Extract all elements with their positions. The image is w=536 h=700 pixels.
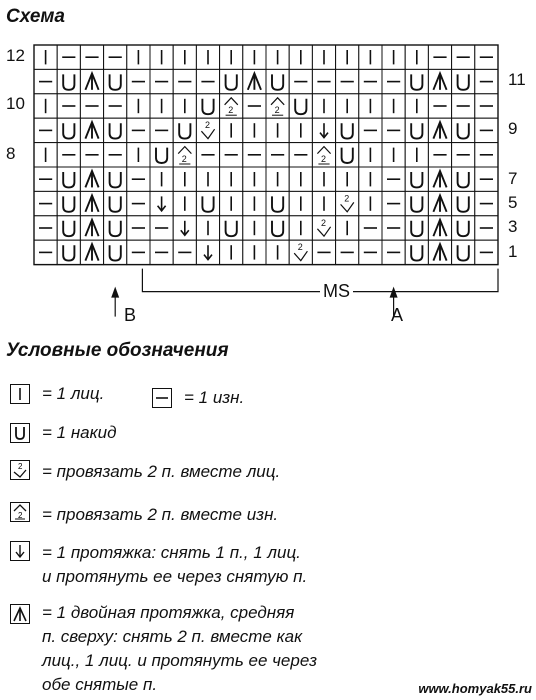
purl-cell xyxy=(80,45,103,69)
double-decrease-icon xyxy=(10,604,30,624)
purl-cell xyxy=(475,167,498,191)
knit-cell xyxy=(382,143,405,167)
knit-cell xyxy=(173,191,196,215)
knit-cell xyxy=(405,94,428,118)
yarn-over-cell xyxy=(405,167,428,191)
yarn-over-cell xyxy=(452,69,475,93)
svg-text:2: 2 xyxy=(321,217,327,228)
knit-cell xyxy=(359,45,382,69)
double-decrease-cell xyxy=(80,69,103,93)
double-decrease-cell xyxy=(80,118,103,142)
double-decrease-cell xyxy=(428,216,451,240)
skpo-arrow-icon xyxy=(10,541,30,561)
svg-text:2: 2 xyxy=(297,242,303,253)
knit-cell xyxy=(359,94,382,118)
yarn-over-cell xyxy=(405,118,428,142)
knit-cell xyxy=(127,45,150,69)
yarn-over-cell xyxy=(104,69,127,93)
purl-cell xyxy=(289,143,312,167)
legend-p2tog: = провязать 2 п. вместе изн. xyxy=(42,505,279,524)
purl-cell xyxy=(150,240,173,264)
knit-symbol-icon xyxy=(10,384,30,404)
purl-cell xyxy=(475,191,498,215)
yarn-over-cell xyxy=(196,191,219,215)
skpo-cell xyxy=(150,191,173,215)
yarn-over-cell xyxy=(196,94,219,118)
purl-cell xyxy=(150,69,173,93)
purl-cell xyxy=(57,94,80,118)
yarn-over-cell xyxy=(266,191,289,215)
row-number-1: 1 xyxy=(508,242,518,261)
purl-cell xyxy=(312,240,335,264)
yarn-over-cell xyxy=(289,94,312,118)
yarn-over-cell xyxy=(405,69,428,93)
knit-cell xyxy=(150,167,173,191)
knit-cell xyxy=(359,143,382,167)
legend-purl: = 1 изн. xyxy=(184,388,245,407)
knit-cell xyxy=(150,94,173,118)
yarn-over-cell xyxy=(266,216,289,240)
knit-cell xyxy=(289,191,312,215)
knit-cell xyxy=(289,45,312,69)
k2tog-icon xyxy=(10,460,30,480)
yarn-over-cell xyxy=(452,118,475,142)
yarn-over-cell xyxy=(452,240,475,264)
legend-knit: = 1 лиц. xyxy=(42,384,105,403)
purl-cell xyxy=(57,45,80,69)
knit-cell xyxy=(359,191,382,215)
double-decrease-cell xyxy=(80,167,103,191)
purl-cell xyxy=(475,216,498,240)
knit-cell xyxy=(243,191,266,215)
knit-cell xyxy=(336,94,359,118)
knit-cell xyxy=(127,143,150,167)
purl-cell xyxy=(220,143,243,167)
double-decrease-cell xyxy=(80,191,103,215)
marker-a-label: A xyxy=(391,305,404,325)
svg-text:2: 2 xyxy=(18,462,23,471)
knit-cell xyxy=(312,45,335,69)
knit-cell xyxy=(336,167,359,191)
purl-cell xyxy=(428,94,451,118)
yarn-over-cell xyxy=(405,191,428,215)
legend-skpo-line1: = 1 протяжка: снять 1 п., 1 лиц. xyxy=(42,543,301,562)
purl-cell xyxy=(127,167,150,191)
knit-cell xyxy=(289,216,312,240)
yarn-over-cell xyxy=(336,143,359,167)
double-decrease-cell xyxy=(80,216,103,240)
purl-cell xyxy=(173,240,196,264)
knit-cell xyxy=(336,216,359,240)
yarn-over-cell xyxy=(57,167,80,191)
purl-cell xyxy=(127,240,150,264)
purl-cell xyxy=(150,216,173,240)
svg-text:2: 2 xyxy=(205,120,211,131)
yarn-over-cell xyxy=(57,118,80,142)
purl-cell xyxy=(266,143,289,167)
purl-cell xyxy=(452,94,475,118)
knit-cell xyxy=(173,167,196,191)
svg-text:2: 2 xyxy=(18,511,23,520)
legend-k2tog: = провязать 2 п. вместе лиц. xyxy=(42,462,281,481)
knit-cell xyxy=(220,167,243,191)
purl-cell xyxy=(173,69,196,93)
knit-cell xyxy=(289,167,312,191)
purl-cell xyxy=(34,118,57,142)
knit-cell xyxy=(220,191,243,215)
knit-cell xyxy=(173,94,196,118)
knit-cell xyxy=(34,143,57,167)
yarn-over-cell xyxy=(57,69,80,93)
legend-double-line4: обе снятые п. xyxy=(42,675,158,694)
knit-cell xyxy=(127,94,150,118)
purl-cell xyxy=(475,143,498,167)
k2tog-cell xyxy=(289,240,312,264)
purl-cell xyxy=(127,216,150,240)
knit-cell xyxy=(382,94,405,118)
purl-cell xyxy=(359,69,382,93)
purl-cell xyxy=(57,143,80,167)
yarn-over-icon xyxy=(10,423,30,443)
row-number-11: 11 xyxy=(508,70,526,89)
marker-b-label: B xyxy=(124,305,137,325)
purl-cell xyxy=(359,216,382,240)
row-number-3: 3 xyxy=(508,217,518,236)
knit-cell xyxy=(196,167,219,191)
yarn-over-cell xyxy=(104,216,127,240)
legend-title: Условные обозначения xyxy=(6,340,229,361)
knit-cell xyxy=(382,45,405,69)
yarn-over-cell xyxy=(452,167,475,191)
purl-cell xyxy=(428,45,451,69)
yarn-over-cell xyxy=(104,240,127,264)
svg-text:2: 2 xyxy=(228,105,234,116)
purl-cell xyxy=(382,240,405,264)
knit-cell xyxy=(289,118,312,142)
purl-cell xyxy=(34,191,57,215)
purl-cell xyxy=(34,69,57,93)
double-decrease-cell xyxy=(428,191,451,215)
knit-cell xyxy=(34,45,57,69)
knit-cell xyxy=(312,94,335,118)
legend-double-line2: п. сверху: снять 2 п. вместе как xyxy=(42,627,303,646)
marker-b-arrow xyxy=(111,287,119,317)
knitting-chart xyxy=(0,0,536,330)
skpo-cell xyxy=(312,118,335,142)
yarn-over-cell xyxy=(405,216,428,240)
purl-cell xyxy=(475,240,498,264)
knit-cell xyxy=(359,167,382,191)
yarn-over-cell xyxy=(452,191,475,215)
purl-cell xyxy=(336,240,359,264)
double-decrease-cell xyxy=(428,167,451,191)
skpo-cell xyxy=(173,216,196,240)
footer-url: www.homyak55.ru xyxy=(418,681,532,696)
yarn-over-cell xyxy=(452,216,475,240)
yarn-over-cell xyxy=(57,191,80,215)
purl-cell xyxy=(127,118,150,142)
knit-cell xyxy=(266,240,289,264)
purl-cell xyxy=(243,94,266,118)
p2tog-cell xyxy=(312,143,335,167)
knit-cell xyxy=(243,216,266,240)
purl-cell xyxy=(150,118,173,142)
purl-cell xyxy=(452,143,475,167)
purl-cell xyxy=(475,69,498,93)
skpo-cell xyxy=(196,240,219,264)
purl-cell xyxy=(475,118,498,142)
row-number-10: 10 xyxy=(6,94,25,113)
yarn-over-cell xyxy=(405,240,428,264)
svg-text:2: 2 xyxy=(321,154,327,164)
double-decrease-cell xyxy=(428,118,451,142)
purl-cell xyxy=(196,143,219,167)
row-number-7: 7 xyxy=(508,169,518,188)
knit-cell xyxy=(243,167,266,191)
purl-cell xyxy=(80,143,103,167)
knit-cell xyxy=(34,94,57,118)
double-decrease-cell xyxy=(80,240,103,264)
row-number-9: 9 xyxy=(508,119,518,138)
purl-cell xyxy=(196,69,219,93)
knit-cell xyxy=(173,45,196,69)
purl-cell xyxy=(382,216,405,240)
knit-cell xyxy=(243,45,266,69)
p2tog-cell xyxy=(173,143,196,167)
purl-cell xyxy=(382,167,405,191)
purl-cell xyxy=(382,118,405,142)
marker-ms-label: MS xyxy=(320,281,353,302)
svg-text:2: 2 xyxy=(344,193,350,204)
purl-symbol-icon xyxy=(152,388,172,408)
purl-cell xyxy=(34,216,57,240)
purl-cell xyxy=(452,45,475,69)
knit-cell xyxy=(196,45,219,69)
purl-cell xyxy=(312,69,335,93)
double-decrease-cell xyxy=(428,240,451,264)
purl-cell xyxy=(382,191,405,215)
p2tog-icon xyxy=(10,502,30,522)
yarn-over-cell xyxy=(104,167,127,191)
yarn-over-cell xyxy=(57,216,80,240)
legend-skpo-line2: и протянуть ее через снятую п. xyxy=(42,567,308,586)
purl-cell xyxy=(475,45,498,69)
knit-cell xyxy=(336,45,359,69)
svg-text:2: 2 xyxy=(274,105,280,116)
purl-cell xyxy=(104,45,127,69)
purl-cell xyxy=(289,69,312,93)
purl-cell xyxy=(104,94,127,118)
double-decrease-cell xyxy=(243,69,266,93)
knit-cell xyxy=(243,240,266,264)
yarn-over-cell xyxy=(336,118,359,142)
p2tog-cell xyxy=(266,94,289,118)
knit-cell xyxy=(266,45,289,69)
purl-cell xyxy=(34,167,57,191)
knit-cell xyxy=(196,216,219,240)
knit-cell xyxy=(312,191,335,215)
k2tog-cell xyxy=(196,118,219,142)
purl-cell xyxy=(127,69,150,93)
knit-cell xyxy=(150,45,173,69)
knit-cell xyxy=(266,118,289,142)
purl-cell xyxy=(336,69,359,93)
yarn-over-cell xyxy=(173,118,196,142)
yarn-over-cell xyxy=(57,240,80,264)
purl-cell xyxy=(104,143,127,167)
yarn-over-cell xyxy=(266,69,289,93)
yarn-over-cell xyxy=(220,216,243,240)
k2tog-cell xyxy=(312,216,335,240)
knit-cell xyxy=(405,45,428,69)
svg-text:2: 2 xyxy=(181,154,187,164)
knit-cell xyxy=(243,118,266,142)
knit-cell xyxy=(266,167,289,191)
p2tog-cell xyxy=(220,94,243,118)
knit-cell xyxy=(312,167,335,191)
knit-cell xyxy=(220,45,243,69)
row-number-5: 5 xyxy=(508,193,518,212)
yarn-over-cell xyxy=(150,143,173,167)
purl-cell xyxy=(127,191,150,215)
purl-cell xyxy=(382,69,405,93)
knit-cell xyxy=(220,240,243,264)
yarn-over-cell xyxy=(220,69,243,93)
purl-cell xyxy=(475,94,498,118)
k2tog-cell xyxy=(336,191,359,215)
chart-title: Схема xyxy=(6,6,66,27)
purl-cell xyxy=(359,240,382,264)
legend-double-line3: лиц., 1 лиц. и протянуть ее через xyxy=(42,651,317,670)
yarn-over-cell xyxy=(104,191,127,215)
row-number-12: 12 xyxy=(6,46,25,65)
yarn-over-cell xyxy=(104,118,127,142)
knit-cell xyxy=(220,118,243,142)
purl-cell xyxy=(80,94,103,118)
row-number-8: 8 xyxy=(6,144,16,163)
knit-cell xyxy=(405,143,428,167)
double-decrease-cell xyxy=(428,69,451,93)
purl-cell xyxy=(359,118,382,142)
purl-cell xyxy=(243,143,266,167)
legend-double-line1: = 1 двойная протяжка, средняя xyxy=(42,603,295,622)
purl-cell xyxy=(428,143,451,167)
legend-yarn-over: = 1 накид xyxy=(42,423,117,442)
purl-cell xyxy=(34,240,57,264)
